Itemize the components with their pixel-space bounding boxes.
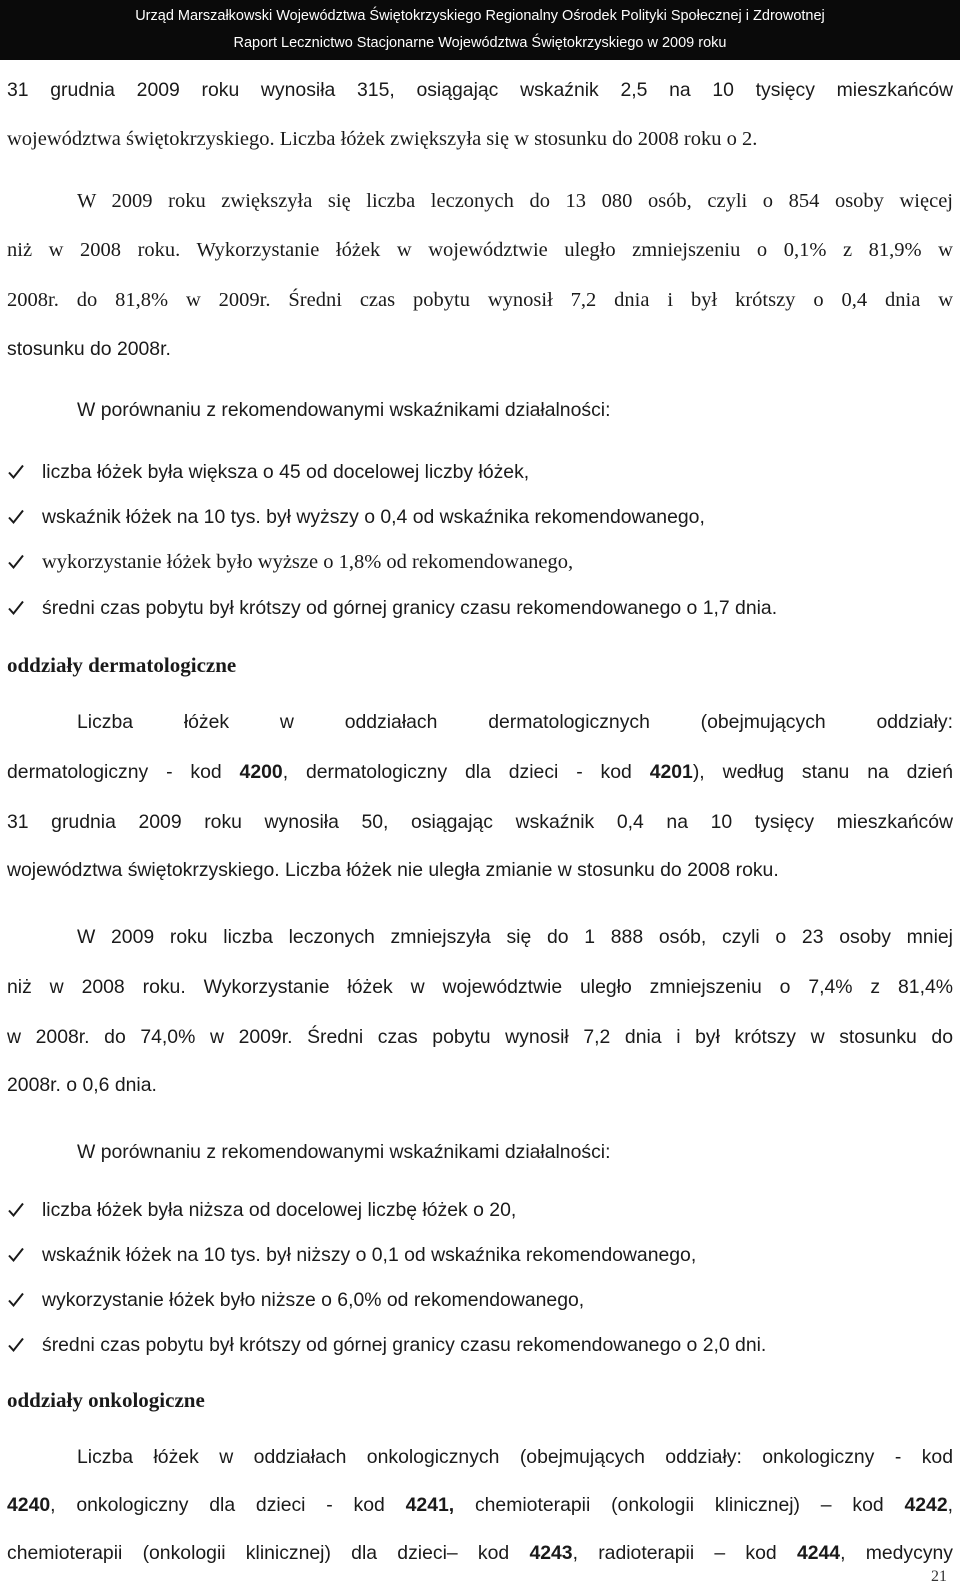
paragraph-line: województwa świętokrzyskiego. Liczba łóżek zwiększyła się w stosunku do 2008 roku o 2. bbox=[7, 128, 758, 150]
text-run: , bbox=[947, 1494, 953, 1516]
ward-code: 4242 bbox=[904, 1494, 948, 1516]
list-item-text: liczba łóżek była większa o 45 od docelowej liczby łóżek, bbox=[42, 461, 530, 483]
text-run: dermatologiczny - kod bbox=[7, 761, 240, 783]
list-item-text: wykorzystanie łóżek było niższe o 6,0% od rekomendowanego, bbox=[42, 1289, 585, 1311]
checkmark-icon bbox=[7, 463, 25, 481]
paragraph-line bbox=[7, 760, 953, 784]
list-item-text: średni czas pobytu był krótszy od górnej granicy czasu rekomendowanego o 2,0 dni. bbox=[42, 1334, 767, 1356]
checkmark-icon bbox=[7, 553, 25, 571]
header-report-title: Raport Lecznictwo Stacjonarne Województwa Świętokrzyskiego w 2009 roku bbox=[233, 35, 727, 51]
list-item-text: średni czas pobytu był krótszy od górnej granicy czasu rekomendowanego o 1,7 dnia. bbox=[42, 597, 778, 619]
ward-code: 4201 bbox=[649, 761, 693, 783]
text-run: chemioterapii (onkologii klinicznej) – kod bbox=[454, 1494, 905, 1516]
text-run: , radioterapii – kod bbox=[572, 1542, 797, 1564]
paragraph-line: 2008r. o 0,6 dnia. bbox=[7, 1074, 157, 1096]
page-number: 21 bbox=[931, 1568, 947, 1585]
checkmark-icon bbox=[7, 508, 25, 526]
text-run: , dermatologiczny dla dzieci - kod bbox=[282, 761, 650, 783]
paragraph-line: Liczba łóżek w oddziałach dermatologicznych (obejmujących oddziały: bbox=[77, 711, 953, 733]
paragraph-line: niż w 2008 roku. Wykorzystanie łóżek w województwie uległo zmniejszeniu o 0,1% z 81,9% w bbox=[7, 239, 953, 261]
ward-code: 4244 bbox=[796, 1542, 841, 1564]
text-run: , onkologiczny dla dzieci - kod bbox=[50, 1494, 406, 1516]
paragraph-line: województwa świętokrzyskiego. Liczba łóżek nie uległa zmianie w stosunku do 2008 roku. bbox=[7, 859, 779, 881]
list-item-text: wskaźnik łóżek na 10 tys. był wyższy o 0,4 od wskaźnika rekomendowanego, bbox=[42, 506, 705, 528]
list-item-text: wskaźnik łóżek na 10 tys. był niższy o 0,1 od wskaźnika rekomendowanego, bbox=[42, 1244, 697, 1266]
paragraph-line: W 2009 roku liczba leczonych zmniejszyła się do 1 888 osób, czyli o 23 osoby mniej bbox=[77, 926, 953, 948]
ward-code: 4240 bbox=[7, 1494, 51, 1516]
paragraph-line: niż w 2008 roku. Wykorzystanie łóżek w województwie uległo zmniejszeniu o 7,4% z 81,4% bbox=[7, 976, 953, 998]
paragraph-line bbox=[7, 1541, 953, 1565]
checkmark-icon bbox=[7, 1291, 25, 1309]
paragraph-line: 31 grudnia 2009 roku wynosiła 315, osiągając wskaźnik 2,5 na 10 tysięcy mieszkańców bbox=[7, 79, 953, 101]
report-header bbox=[0, 0, 960, 60]
paragraph-line bbox=[7, 1493, 953, 1517]
comparison-intro: W porównaniu z rekomendowanymi wskaźnikami działalności: bbox=[77, 399, 611, 421]
ward-code: 4243 bbox=[529, 1542, 573, 1564]
checkmark-icon bbox=[7, 599, 25, 617]
header-institution: Urząd Marszałkowski Województwa Świętokrzyskiego Regionalny Ośrodek Polityki Społecznej i Zdrowotnej bbox=[135, 8, 825, 24]
paragraph-line: w 2008r. do 74,0% w 2009r. Średni czas pobytu wynosił 7,2 dnia i był krótszy w stosunku do bbox=[7, 1026, 953, 1048]
section-heading-dermatology: oddziały dermatologiczne bbox=[7, 653, 237, 677]
paragraph-line: 2008r. do 81,8% w 2009r. Średni czas pobytu wynosił 7,2 dnia i był krótszy o 0,4 dnia w bbox=[7, 289, 953, 311]
paragraph-line: Liczba łóżek w oddziałach onkologicznych (obejmujących oddziały: onkologiczny - kod bbox=[77, 1446, 953, 1468]
list-item-text: liczba łóżek była niższa od docelowej liczbę łóżek o 20, bbox=[42, 1199, 517, 1221]
checkmark-icon bbox=[7, 1336, 25, 1354]
checkmark-icon bbox=[7, 1201, 25, 1219]
paragraph-line: W 2009 roku zwiększyła się liczba leczonych do 13 080 osób, czyli o 854 osoby więcej bbox=[77, 190, 953, 212]
section-heading-oncology: oddziały onkologiczne bbox=[7, 1388, 205, 1412]
checkmark-icon bbox=[7, 1246, 25, 1264]
ward-code: 4200 bbox=[239, 761, 283, 783]
list-item-text: wykorzystanie łóżek było wyższe o 1,8% od rekomendowanego, bbox=[42, 551, 574, 573]
comparison-intro: W porównaniu z rekomendowanymi wskaźnikami działalności: bbox=[77, 1141, 611, 1163]
text-run: , medycyny bbox=[840, 1542, 953, 1564]
text-run: chemioterapii (onkologii klinicznej) dla dzieci– kod bbox=[7, 1542, 530, 1564]
ward-code: 4241, bbox=[405, 1494, 455, 1516]
paragraph-line: stosunku do 2008r. bbox=[7, 338, 171, 360]
text-run: ), według stanu na dzień bbox=[692, 761, 954, 783]
paragraph-line: 31 grudnia 2009 roku wynosiła 50, osiągając wskaźnik 0,4 na 10 tysięcy mieszkańców bbox=[7, 811, 953, 833]
